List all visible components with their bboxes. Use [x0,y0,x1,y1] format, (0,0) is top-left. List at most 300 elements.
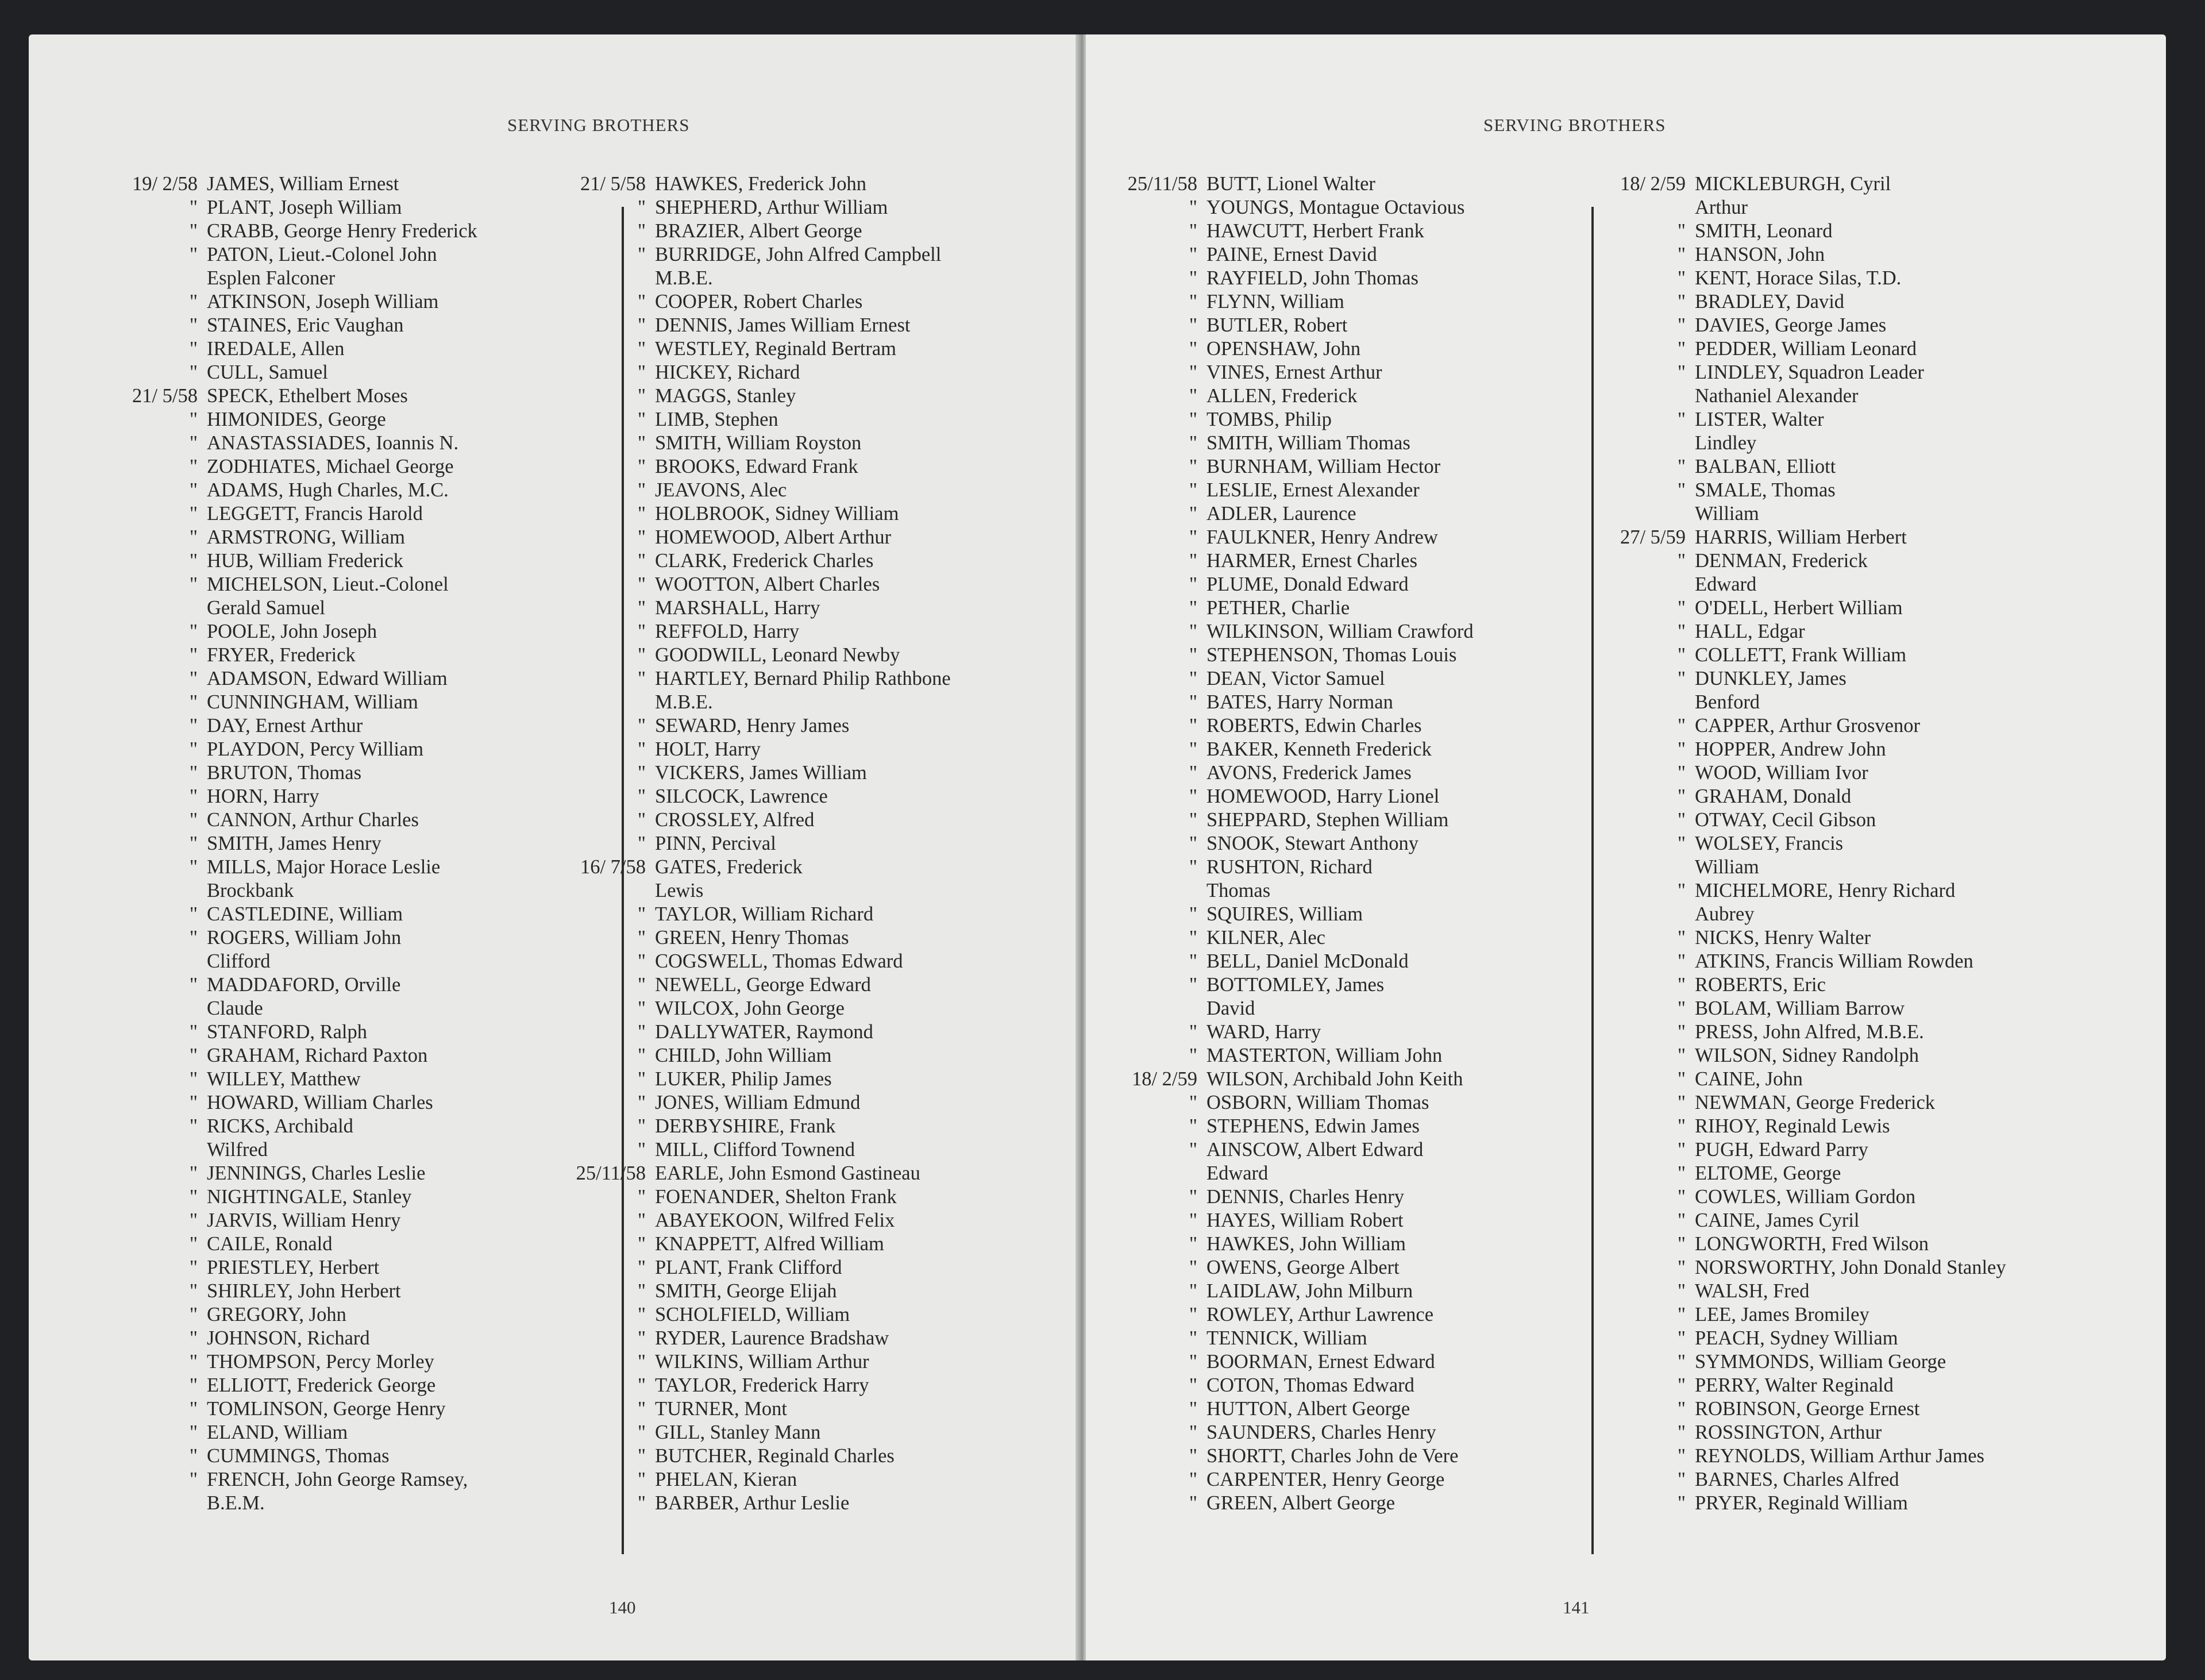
entry-name: ROWLEY, Arthur Lawrence [1206,1304,1434,1325]
list-item [1591,267,2160,290]
entry-name: VINES, Ernest Arthur [1206,361,1382,383]
entry-name: PLAYDON, Percy William [207,738,424,760]
list-item [103,832,586,856]
list-item [1103,267,1586,290]
entry-name: PINN, Percival [655,833,776,854]
list-item [1103,1209,1586,1232]
entry-date: " [1189,668,1197,689]
entry-name: STEPHENS, Edwin James [1206,1115,1420,1137]
entry-name: RUSHTON, Richard [1206,856,1373,878]
entry-name: BARNES, Charles Alfred [1695,1469,1899,1490]
left-page [29,34,1080,1660]
entry-date: " [1677,1068,1686,1090]
entry-date: 16/ 7/58 [580,856,646,878]
list-item [1103,479,1586,502]
entry-name: DERBYSHIRE, Frank [655,1115,836,1137]
entry-name: HOPPER, Andrew John [1695,738,1886,760]
entry-name: DENNIS, James William Ernest [655,314,911,336]
entry-date: " [1677,950,1686,972]
entry-name: PLANT, Frank Clifford [655,1257,842,1278]
list-item [1103,808,1586,832]
list-item [552,172,1080,196]
list-item [103,903,586,926]
entry-name: PEACH, Sydney William [1695,1327,1898,1349]
entry-date: 19/ 2/58 [132,173,198,195]
entry-name: TENNICK, William [1206,1327,1367,1349]
entry-name: OTWAY, Cecil Gibson [1695,809,1876,831]
list-item [103,219,586,243]
entry-name: ROBERTS, Edwin Charles [1206,715,1422,737]
entry-name: CULL, Samuel [207,361,328,383]
list-item [103,267,586,290]
list-item [1591,526,2160,549]
entry-date [103,950,207,973]
entry-name: VICKERS, James William [655,762,867,784]
entry-name: BRADLEY, David [1695,291,1845,313]
entry-date: " [1189,314,1197,336]
entry-date: " [189,456,198,477]
entry-name: PUGH, Edward Parry [1695,1139,1868,1161]
entry-name: AVONS, Frederick James [1206,762,1412,784]
name-column [103,172,586,1515]
entry-name: CUNNINGHAM, William [207,691,418,713]
list-item [552,1185,1080,1209]
list-item [552,290,1080,314]
entry-date: " [1189,597,1197,619]
entry-date: " [189,526,198,548]
running-header: SERVING BROTHERS [507,115,690,135]
page-number: 140 [609,1597,636,1617]
entry-name: GREEN, Henry Thomas [655,927,849,949]
entry-date: " [1677,621,1686,642]
list-item [552,620,1080,644]
list-item [552,1421,1080,1444]
entry-name: JAMES, William Ernest [207,173,399,195]
entry-name: NEWMAN, George Frederick [1695,1092,1936,1113]
entry-date: " [1677,833,1686,854]
list-item [1591,761,2160,785]
list-item [103,1115,586,1138]
name-column [1103,172,1586,1515]
entry-name: REFFOLD, Harry [655,621,800,642]
entry-name: BAKER, Kenneth Frederick [1206,738,1432,760]
entry-name: WALSH, Fred [1695,1280,1810,1302]
entry-name: THOMPSON, Percy Morley [207,1351,434,1373]
entry-date: " [637,738,646,760]
list-item [103,1350,586,1374]
entry-date: " [637,644,646,666]
entry-date: " [1677,267,1686,289]
entry-name: BELL, Daniel McDonald [1206,950,1409,972]
entry-name: SHORTT, Charles John de Vere [1206,1445,1459,1467]
entry-date: " [637,1233,646,1255]
entry-name: MARSHALL, Harry [655,597,820,619]
list-item [103,1468,586,1492]
entry-name: BOORMAN, Ernest Edward [1206,1351,1435,1373]
entry-date: " [1677,550,1686,572]
list-item [1103,1138,1586,1162]
entry-name: OSBORN, William Thomas [1206,1092,1429,1113]
entry-date: " [189,738,198,760]
list-item [1591,314,2160,337]
entry-date: " [1677,1374,1686,1396]
entry-date: " [1677,1186,1686,1208]
entry-name: Lindley [1695,432,1757,454]
list-item [1591,1374,2160,1397]
list-item [1591,950,2160,973]
entry-date: " [1677,1445,1686,1467]
entry-name: Brockbank [207,880,294,901]
entry-name: MICHELMORE, Henry Richard [1695,880,1956,901]
list-item [552,691,1080,714]
entry-date: " [1189,1398,1197,1420]
entry-name: ATKINSON, Joseph William [207,291,439,313]
entry-date: " [637,1492,646,1514]
entry-date: " [637,997,646,1019]
entry-date: " [1189,974,1197,996]
list-item [1591,219,2160,243]
entry-name: REYNOLDS, William Arthur James [1695,1445,1984,1467]
entry-date: " [1677,1209,1686,1231]
entry-name: Edward [1206,1162,1269,1184]
entry-name: MICKLEBURGH, Cyril [1695,173,1891,195]
entry-name: SHIRLEY, John Herbert [207,1280,401,1302]
entry-date [552,267,655,290]
entry-date: " [189,1374,198,1396]
entry-name: ELTOME, George [1695,1162,1841,1184]
entry-name: GREGORY, John [207,1304,346,1325]
list-item [103,526,586,549]
list-item [1591,502,2160,526]
entry-name: BOLAM, William Barrow [1695,997,1905,1019]
entry-date: " [1677,927,1686,949]
entry-name: ROBINSON, George Ernest [1695,1398,1920,1420]
list-item [103,1044,586,1068]
list-item [1591,455,2160,479]
entry-name: STEPHENSON, Thomas Louis [1206,644,1457,666]
entry-date: " [1189,1280,1197,1302]
list-item [1591,361,2160,384]
entry-name: ABAYEKOON, Wilfred Felix [655,1209,895,1231]
list-item [552,1303,1080,1327]
list-item [552,314,1080,337]
list-item [552,455,1080,479]
entry-name: CLARK, Frederick Charles [655,550,874,572]
entry-name: LESLIE, Ernest Alexander [1206,479,1420,501]
list-item [1103,549,1586,573]
entry-date: " [637,1421,646,1443]
entry-date: " [637,409,646,430]
entry-date: " [1189,1092,1197,1113]
entry-name: WESTLEY, Reginald Bertram [655,338,896,360]
entry-date: " [189,1092,198,1113]
list-item [552,808,1080,832]
list-item [1103,1232,1586,1256]
list-item [552,1091,1080,1115]
list-item [552,879,1080,903]
list-item [552,1444,1080,1468]
entry-date: " [189,432,198,454]
entry-date: " [1189,361,1197,383]
list-item [1591,1232,2160,1256]
entry-name: FOENANDER, Shelton Frank [655,1186,897,1208]
list-item [1591,1492,2160,1515]
entry-name: DALLYWATER, Raymond [655,1021,873,1043]
list-item [1103,785,1586,808]
entry-date: " [637,1068,646,1090]
entry-name: PATON, Lieut.-Colonel John [207,244,437,265]
list-item [1103,1068,1586,1091]
list-item [1591,479,2160,502]
entry-name: LUKER, Philip James [655,1068,832,1090]
entry-date: " [1677,997,1686,1019]
list-item [1103,431,1586,455]
entry-name: SPECK, Ethelbert Moses [207,385,408,407]
list-item [1591,1468,2160,1492]
entry-name: SMITH, William Thomas [1206,432,1410,454]
entry-name: M.B.E. [655,691,713,713]
entry-date: " [1189,856,1197,878]
list-item [1591,1303,2160,1327]
entry-date: " [1677,1233,1686,1255]
list-item [552,1162,1080,1185]
entry-date [552,879,655,903]
entry-name: HAWKES, Frederick John [655,173,867,195]
list-item [1591,1421,2160,1444]
entry-date: 18/ 2/59 [1620,173,1686,195]
page-number: 141 [1563,1597,1590,1617]
entry-name: WILCOX, John George [655,997,845,1019]
list-item [1591,1444,2160,1468]
entry-name: RIHOY, Reginald Lewis [1695,1115,1890,1137]
entry-name: Claude [207,997,263,1019]
entry-date: " [1677,291,1686,313]
list-item [1103,314,1586,337]
list-item [552,384,1080,408]
entry-date: " [637,1469,646,1490]
entry-name: William [1695,856,1759,878]
entry-name: Clifford [207,950,271,972]
entry-date [103,1492,207,1515]
entry-date: " [637,456,646,477]
entry-date: " [189,503,198,525]
list-item [1591,879,2160,903]
entry-name: TOMBS, Philip [1206,409,1332,430]
entry-date: " [1677,762,1686,784]
entry-date [1591,431,1695,455]
list-item [103,879,586,903]
entry-name: DAY, Ernest Arthur [207,715,363,737]
entry-name: BUTT, Lionel Walter [1206,173,1375,195]
list-item [103,856,586,879]
entry-name: WILKINS, William Arthur [655,1351,869,1373]
entry-date: " [637,1186,646,1208]
list-item [1103,361,1586,384]
entry-name: TAYLOR, William Richard [655,903,874,925]
entry-date: " [637,432,646,454]
entry-name: SAUNDERS, Charles Henry [1206,1421,1436,1443]
entry-date: " [637,385,646,407]
list-item [552,1138,1080,1162]
entry-name: MAGGS, Stanley [655,385,796,407]
entry-name: WOLSEY, Francis [1695,833,1844,854]
entry-date: " [637,833,646,854]
right-page [1086,34,2166,1660]
entry-name: COOPER, Robert Charles [655,291,863,313]
list-item [1103,337,1586,361]
entry-name: SMALE, Thomas [1695,479,1836,501]
list-item [103,243,586,267]
entry-date [103,997,207,1020]
entry-date: " [1189,479,1197,501]
entry-name: ROGERS, William John [207,927,402,949]
entry-date: " [637,1115,646,1137]
list-item [103,1280,586,1303]
entry-date: " [189,1398,198,1420]
list-item [103,1421,586,1444]
entry-name: POOLE, John Joseph [207,621,377,642]
entry-name: TOMLINSON, George Henry [207,1398,446,1420]
list-item [1103,526,1586,549]
list-item [552,431,1080,455]
entry-date: " [637,244,646,265]
entry-name: William [1695,503,1759,525]
entry-date: " [1189,809,1197,831]
list-item [103,1091,586,1115]
list-item [1103,384,1586,408]
entry-date: " [1677,809,1686,831]
list-item [552,196,1080,219]
list-item [1591,997,2160,1020]
entry-name: KNAPPETT, Alfred William [655,1233,884,1255]
entry-name: WILSON, Sidney Randolph [1695,1045,1919,1066]
entry-name: BURRIDGE, John Alfred Campbell [655,244,942,265]
entry-name: MICHELSON, Lieut.-Colonel [207,573,449,595]
entry-date: " [189,1021,198,1043]
entry-name: Lewis [655,880,704,901]
list-item [103,172,586,196]
entry-date: " [1677,644,1686,666]
entry-name: LINDLEY, Squadron Leader [1695,361,1924,383]
entry-name: HOMEWOOD, Harry Lionel [1206,785,1440,807]
entry-date: " [1189,291,1197,313]
list-item [1103,1350,1586,1374]
entry-date [1103,1162,1206,1185]
list-item [1103,1303,1586,1327]
entry-date: " [1677,314,1686,336]
entry-date: " [189,220,198,242]
entry-name: FLYNN, William [1206,291,1344,313]
list-item [1103,573,1586,596]
list-item [1103,644,1586,667]
entry-date: " [1189,244,1197,265]
entry-name: OPENSHAW, John [1206,338,1361,360]
list-item [1591,196,2160,219]
list-item [1591,644,2160,667]
entry-name: ELAND, William [207,1421,348,1443]
list-item [552,714,1080,738]
entry-date [1591,384,1695,408]
list-item [552,1232,1080,1256]
entry-date: " [189,1469,198,1490]
list-item [103,455,586,479]
entry-name: BRAZIER, Albert George [655,220,862,242]
list-item [1103,667,1586,691]
entry-name: KILNER, Alec [1206,927,1325,949]
entry-date: " [1677,1398,1686,1420]
entry-date: " [189,974,198,996]
entry-name: PRYER, Reginald William [1695,1492,1908,1514]
running-header: SERVING BROTHERS [1483,115,1666,135]
list-item [103,1232,586,1256]
entry-name: MASTERTON, William John [1206,1045,1443,1066]
list-item [103,1162,586,1185]
entry-date: " [1189,1186,1197,1208]
entry-name: DENMAN, Frederick [1695,550,1868,572]
list-item [1103,832,1586,856]
entry-name: HIMONIDES, George [207,409,386,430]
list-item [1591,1115,2160,1138]
entry-name: CAPPER, Arthur Grosvenor [1695,715,1920,737]
entry-name: SMITH, Leonard [1695,220,1833,242]
entry-date: " [189,1421,198,1443]
entry-name: Edward [1695,573,1757,595]
list-item [1591,573,2160,596]
entry-name: GATES, Frederick [655,856,803,878]
entry-date: " [1189,644,1197,666]
entry-date: " [637,291,646,313]
entry-date: " [637,1374,646,1396]
entry-date: " [189,785,198,807]
entry-name: COWLES, William Gordon [1695,1186,1916,1208]
list-item [103,808,586,832]
list-item [1103,1162,1586,1185]
list-item [1103,455,1586,479]
entry-date: " [189,1445,198,1467]
entry-date: " [189,573,198,595]
list-item [1103,1115,1586,1138]
entry-name: WOOD, William Ivor [1695,762,1868,784]
entry-date: " [1189,833,1197,854]
entry-date: " [1189,220,1197,242]
entry-date: " [189,550,198,572]
entry-date: " [637,573,646,595]
entry-name: ALLEN, Frederick [1206,385,1358,407]
list-item [1103,1374,1586,1397]
entry-date: " [1677,1092,1686,1113]
entry-date: " [1677,1115,1686,1137]
list-item [1591,667,2160,691]
entry-name: ELLIOTT, Frederick George [207,1374,436,1396]
list-item [103,785,586,808]
entry-date: " [1677,1257,1686,1278]
list-item [552,526,1080,549]
entry-date: " [189,314,198,336]
entry-date: " [189,856,198,878]
list-item [1591,431,2160,455]
list-item [1591,384,2160,408]
list-item [552,1327,1080,1350]
list-item [552,903,1080,926]
list-item [1103,1421,1586,1444]
entry-date: " [637,1351,646,1373]
entry-name: STANFORD, Ralph [207,1021,368,1043]
list-item [1591,243,2160,267]
entry-date: " [1189,903,1197,925]
entry-date: " [1189,950,1197,972]
entry-date: " [637,1445,646,1467]
entry-name: DAVIES, George James [1695,314,1887,336]
